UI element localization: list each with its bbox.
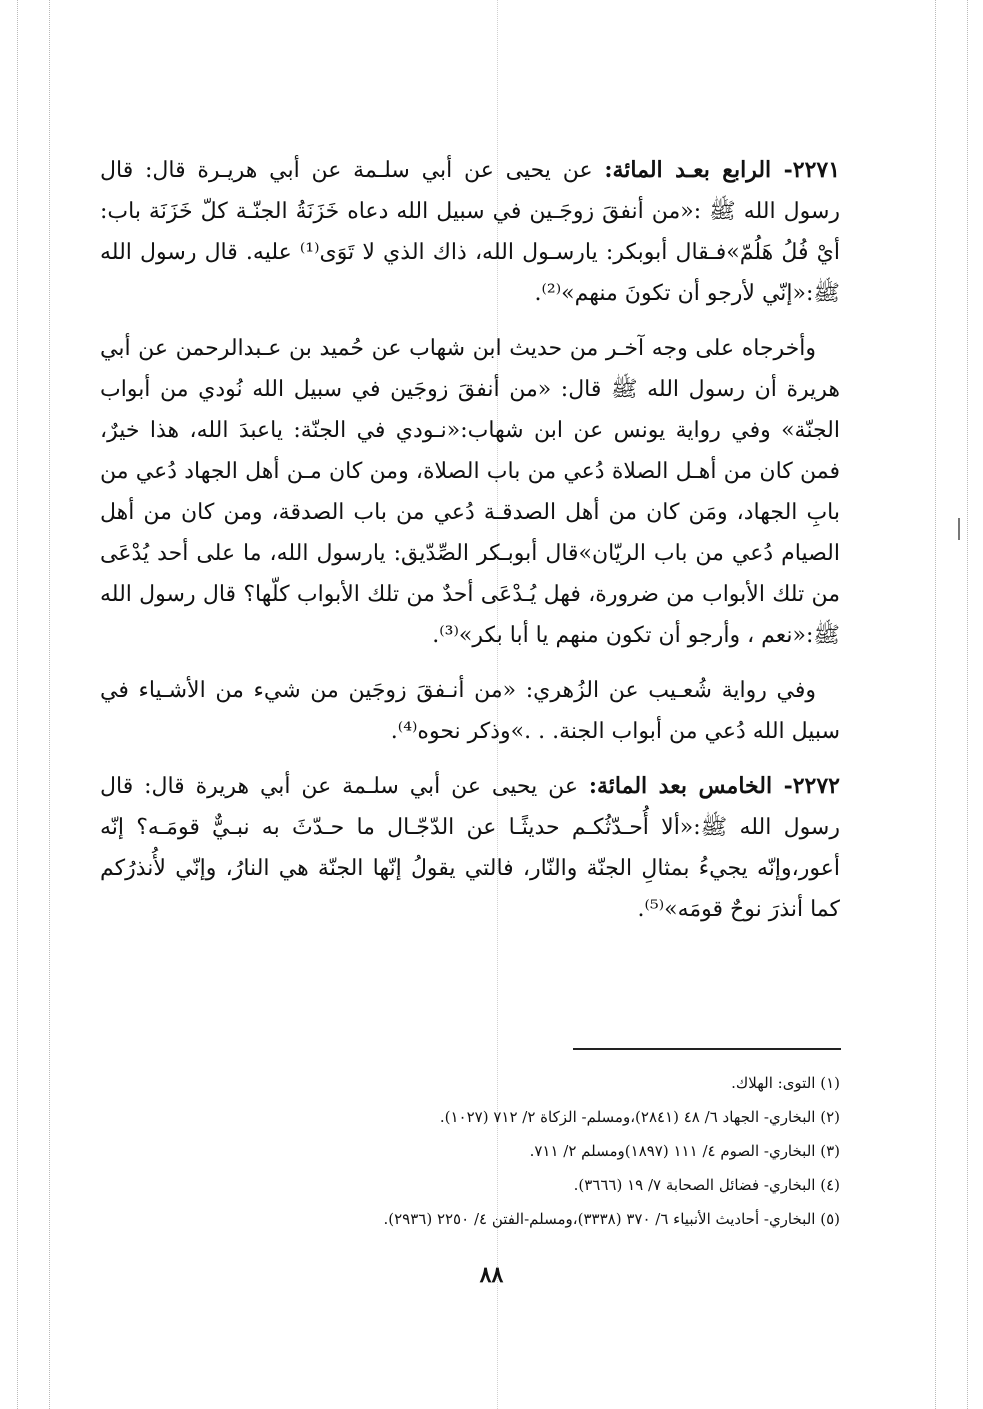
footnote-divider — [573, 1048, 841, 1050]
page-number: ٨٨ — [479, 1262, 504, 1288]
hadith-2271-paragraph — [100, 150, 840, 314]
hadith-number: ٢٢٧١- الرابع بعـد المائة: — [604, 157, 841, 183]
scan-artifact-line — [17, 0, 18, 1409]
hadith-text: عن يحيى عن أبي سلـمة عن أبي هريرة قال: قال رسول الله ﷺ:«ألا أُحـدّثُكـم حديثًـا عن الدّجّـال ما حـدّثَ به نبـيٌّ قومَـه؟ إنّه أعور،وإنّه يجيءُ بمثالِ الجنّة والنّار، فالتي يقولُ إنّها الجنّة هي النارُ، وإنّي لأُنذرُكم كما أنذرَ نوحٌ قومَه»⁽⁵⁾. — [100, 774, 840, 922]
footnote-5: (٥) البخاري- أحاديث الأنبياء ٦/ ٣٧٠ (٣٣٣٨)،ومسلم-الفتن ٤/ ٢٢٥٠ (٢٩٣٦). — [383, 1210, 840, 1228]
scan-artifact-mark — [958, 518, 960, 540]
footnote-2: (٢) البخاري- الجهاد ٦/ ٤٨ (٢٨٤١)،ومسلم- الزكاة ٢/ ٧١٢ (١٠٢٧). — [439, 1108, 840, 1126]
scan-artifact-line — [935, 0, 936, 1409]
commentary-paragraph — [100, 328, 840, 656]
footnotes — [260, 1066, 840, 1236]
footnote-4: (٤) البخاري- فضائل الصحابة ٧/ ١٩ (٣٦٦٦). — [573, 1176, 840, 1194]
hadith-number: ٢٢٧٢- الخامس بعد المائة: — [588, 773, 840, 799]
footnote-3: (٣) البخاري- الصوم ٤/ ١١١ (١٨٩٧)ومسلم ٢/ ٧١١. — [529, 1142, 840, 1160]
book-page-body — [100, 150, 840, 944]
hadith-2272-paragraph — [100, 766, 840, 930]
commentary-text: وفي رواية شُعـيب عن الزُهري: «من أنـفقَ زوجَين من شيء من الأشـياء في سبيل الله دُعي من أبواب الجنة. . .»وذكر نحوه⁽⁴⁾. — [100, 678, 840, 744]
footnote-1: (١) التوى: الهلاك. — [731, 1074, 840, 1092]
scan-artifact-line — [49, 0, 50, 1409]
commentary-paragraph — [100, 670, 840, 752]
commentary-text: وأخرجاه على وجه آخـر من حديث ابن شهاب عن حُميد بن عـبدالرحمن عن أبي هريرة أن رسول الله ﷺ قال: «من أنفقَ زوجَين في سبيل الله نُودي من أبواب الجنّة» وفي رواية يونس عن ابن شهاب:«نـودي في الجنّة: ياعبدَ الله، هذا خيرٌ، فمن كان من أهـل الصلاة دُعي من باب الصلاة، ومن كان مـن أهل الجهاد دُعي من بابِ الجهاد، ومَن كان من أهل الصدقـة دُعي من باب الصدقة، ومن كان من أهل الصيام دُعي من باب الريّان»قال أبوبـكر الصِّدّيق: يارسول الله، ما على أحد يُدْعَى من تلك الأبواب من ضرورة، فهل يُـدْعَى أحدٌ من تلك الأبواب كلّها؟ قال رسول الله ﷺ:«نعم ، وأرجو أن تكون منهم يا أبا بكر»⁽³⁾. — [100, 336, 840, 648]
hadith-text: عن يحيى عن أبي سلـمة عن أبي هريـرة قال: قال رسول الله ﷺ :«من أنفقَ زوجَـين في سبيل الله دعاه خَزَنَةُ الجنّـة كلّ خَزَنَة باب: أيْ فُلُ هَلُمّ»فـقال أبوبكر: يارسـول الله، ذاك الذي لا تَوَى⁽¹⁾ عليه. قال رسول الله ﷺ:«إنّي لأرجو أن تكونَ منهم»⁽²⁾. — [100, 158, 841, 306]
scan-artifact-line — [967, 0, 968, 1409]
